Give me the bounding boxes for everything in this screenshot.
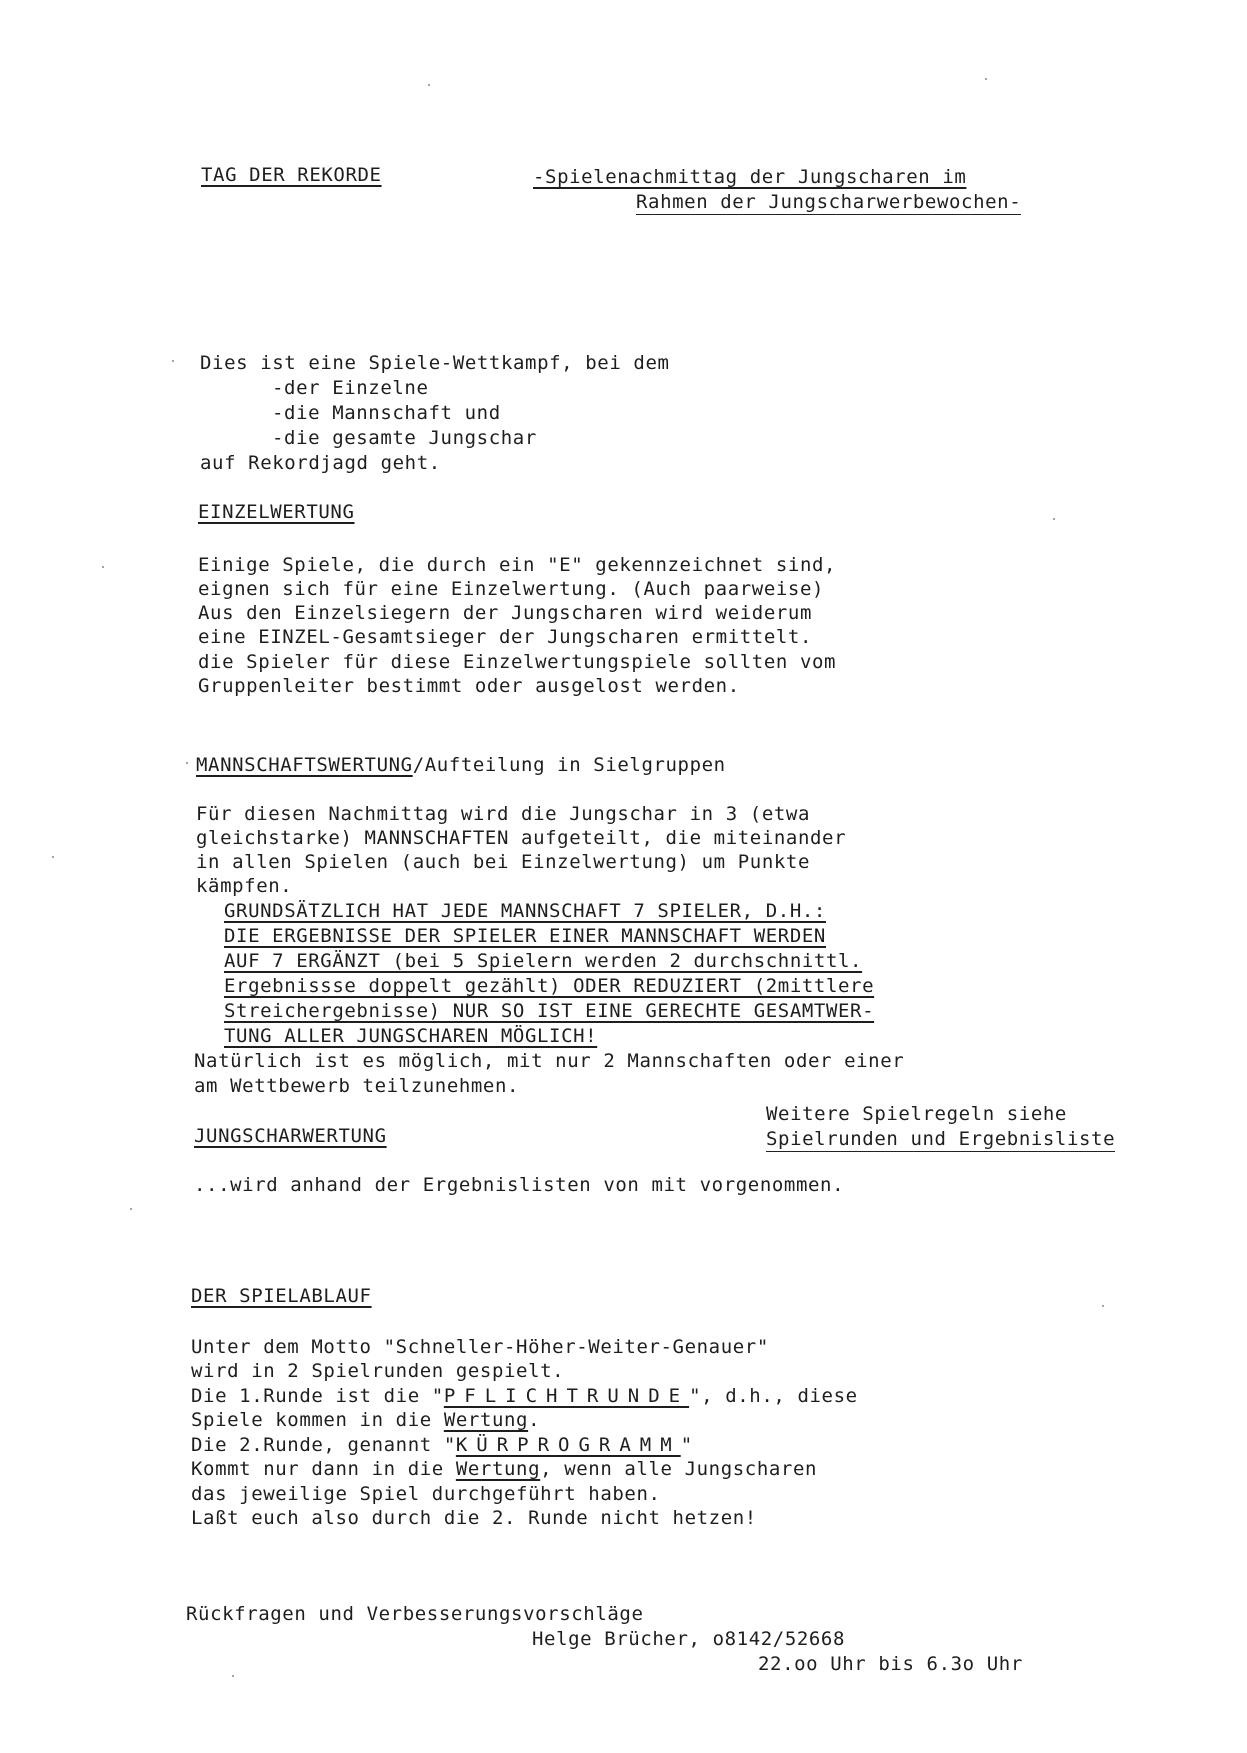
ablauf-line: wird in 2 Spielrunden gespielt. bbox=[191, 1360, 565, 1382]
rule-line: AUF 7 ERGÄNZT (bei 5 Spielern werden 2 durchschnittl. bbox=[224, 950, 863, 972]
scan-speck bbox=[186, 762, 188, 764]
ablauf-text: " bbox=[680, 1434, 693, 1456]
ablauf-line bbox=[191, 1387, 858, 1406]
mannschaft-after-line: am Wettbewerb teilzunehmen. bbox=[194, 1075, 520, 1097]
subtitle-line-1: -Spielenachmittag der Jungscharen im bbox=[533, 166, 967, 188]
jungschar-text: ...wird anhand der Ergebnislisten von mit vorgenommen. bbox=[194, 1174, 845, 1196]
scan-speck bbox=[52, 856, 54, 858]
rules-reference-note: Spielrunden und Ergebnisliste bbox=[766, 1128, 1116, 1150]
ablauf-text: Die 1.Runde ist die " bbox=[191, 1385, 444, 1407]
einzel-line: Gruppenleiter bestimmt oder ausgelost werden. bbox=[198, 675, 740, 697]
scan-speck bbox=[102, 566, 104, 568]
einzel-line: die Spieler für diese Einzelwertungspiele sollten vom bbox=[198, 651, 837, 673]
scan-speck bbox=[1053, 518, 1055, 520]
rule-line: DIE ERGEBNISSE DER SPIELER EINER MANNSCHAFT WERDEN bbox=[224, 925, 826, 947]
wertung-term: Wertung bbox=[443, 1409, 529, 1431]
scan-speck bbox=[428, 84, 430, 86]
rule-line: Streichergebnisse) NUR SO IST EINE GERECHTE GESAMTWER- bbox=[224, 1000, 875, 1022]
contact-hours: 22.oo Uhr bis 6.3o Uhr bbox=[758, 1653, 1023, 1675]
section-heading-einzelwertung: EINZELWERTUNG bbox=[198, 501, 355, 523]
mannschaft-line: in allen Spielen (auch bei Einzelwertung) um Punkte bbox=[196, 851, 810, 873]
rules-reference-note: Weitere Spielregeln siehe bbox=[766, 1103, 1067, 1125]
intro-line: -die gesamte Jungschar bbox=[272, 427, 537, 449]
rule-line: TUNG ALLER JUNGSCHAREN MÖGLICH! bbox=[224, 1025, 598, 1047]
mannschaft-heading-suffix: /Aufteilung in Sielgruppen bbox=[412, 754, 726, 776]
ablauf-line: Laßt euch also durch die 2. Runde nicht hetzen! bbox=[191, 1507, 757, 1529]
mannschaft-line: Für diesen Nachmittag wird die Jungschar in 3 (etwa bbox=[196, 803, 810, 825]
scan-speck bbox=[130, 1208, 132, 1210]
scan-speck bbox=[985, 78, 987, 80]
intro-line: -der Einzelne bbox=[272, 377, 429, 399]
intro-line: -die Mannschaft und bbox=[272, 402, 501, 424]
section-heading-spielablauf: DER SPIELABLAUF bbox=[191, 1285, 372, 1307]
mannschaft-line: kämpfen. bbox=[196, 875, 293, 897]
ablauf-text: Die 2.Runde, genannt " bbox=[191, 1434, 456, 1456]
intro-line: Dies ist eine Spiele-Wettkampf, bei dem bbox=[200, 352, 670, 374]
rule-line: GRUNDSÄTZLICH HAT JEDE MANNSCHAFT 7 SPIELER, D.H.: bbox=[224, 900, 826, 922]
wertung-term: Wertung bbox=[455, 1458, 541, 1480]
einzel-line: eine EINZEL-Gesamtsieger der Jungscharen ermittelt. bbox=[198, 626, 812, 648]
mannschaft-heading-main: MANNSCHAFTSWERTUNG bbox=[196, 754, 413, 776]
section-heading-mannschaftswertung bbox=[196, 756, 726, 775]
ablauf-line: Unter dem Motto "Schneller-Höher-Weiter-Genauer" bbox=[191, 1336, 769, 1358]
ablauf-line bbox=[191, 1411, 540, 1430]
ablauf-text: ", d.h., diese bbox=[689, 1385, 858, 1407]
pflichtrunde-term: PFLICHTRUNDE bbox=[443, 1385, 690, 1407]
intro-line: auf Rekordjagd geht. bbox=[200, 452, 441, 474]
ablauf-text: , wenn alle Jungscharen bbox=[540, 1458, 818, 1480]
ablauf-text: . bbox=[528, 1409, 541, 1431]
mannschaft-after-line: Natürlich ist es möglich, mit nur 2 Mannschaften oder einer bbox=[194, 1050, 905, 1072]
contact-name-phone: Helge Brücher, o8142/52668 bbox=[532, 1628, 846, 1650]
ablauf-line: das jeweilige Spiel durchgeführt haben. bbox=[191, 1483, 661, 1505]
scan-speck bbox=[1102, 1305, 1104, 1307]
ablauf-line bbox=[191, 1460, 817, 1479]
einzel-line: Aus den Einzelsiegern der Jungscharen wird weiderum bbox=[198, 602, 812, 624]
contact-line: Rückfragen und Verbesserungsvorschläge bbox=[186, 1603, 644, 1625]
einzel-line: eignen sich für eine Einzelwertung. (Auch paarweise) bbox=[198, 578, 825, 600]
rule-line: Ergebnissse doppelt gezählt) ODER REDUZIERT (2mittlere bbox=[224, 975, 875, 997]
ablauf-line bbox=[191, 1436, 693, 1455]
kuerprogramm-term: KÜRPROGRAMM bbox=[455, 1434, 681, 1456]
subtitle-line-2: Rahmen der Jungscharwerbewochen- bbox=[636, 191, 1022, 213]
ablauf-text: Kommt nur dann in die bbox=[191, 1458, 456, 1480]
einzel-line: Einige Spiele, die durch ein "E" gekennzeichnet sind, bbox=[198, 554, 837, 576]
ablauf-text: Spiele kommen in die bbox=[191, 1409, 444, 1431]
scan-speck bbox=[232, 1675, 234, 1677]
mannschaft-line: gleichstarke) MANNSCHAFTEN aufgeteilt, die miteinander bbox=[196, 827, 847, 849]
scan-speck bbox=[172, 360, 174, 362]
section-heading-jungscharwertung: JUNGSCHARWERTUNG bbox=[194, 1125, 387, 1147]
document-title: TAG DER REKORDE bbox=[201, 164, 382, 186]
